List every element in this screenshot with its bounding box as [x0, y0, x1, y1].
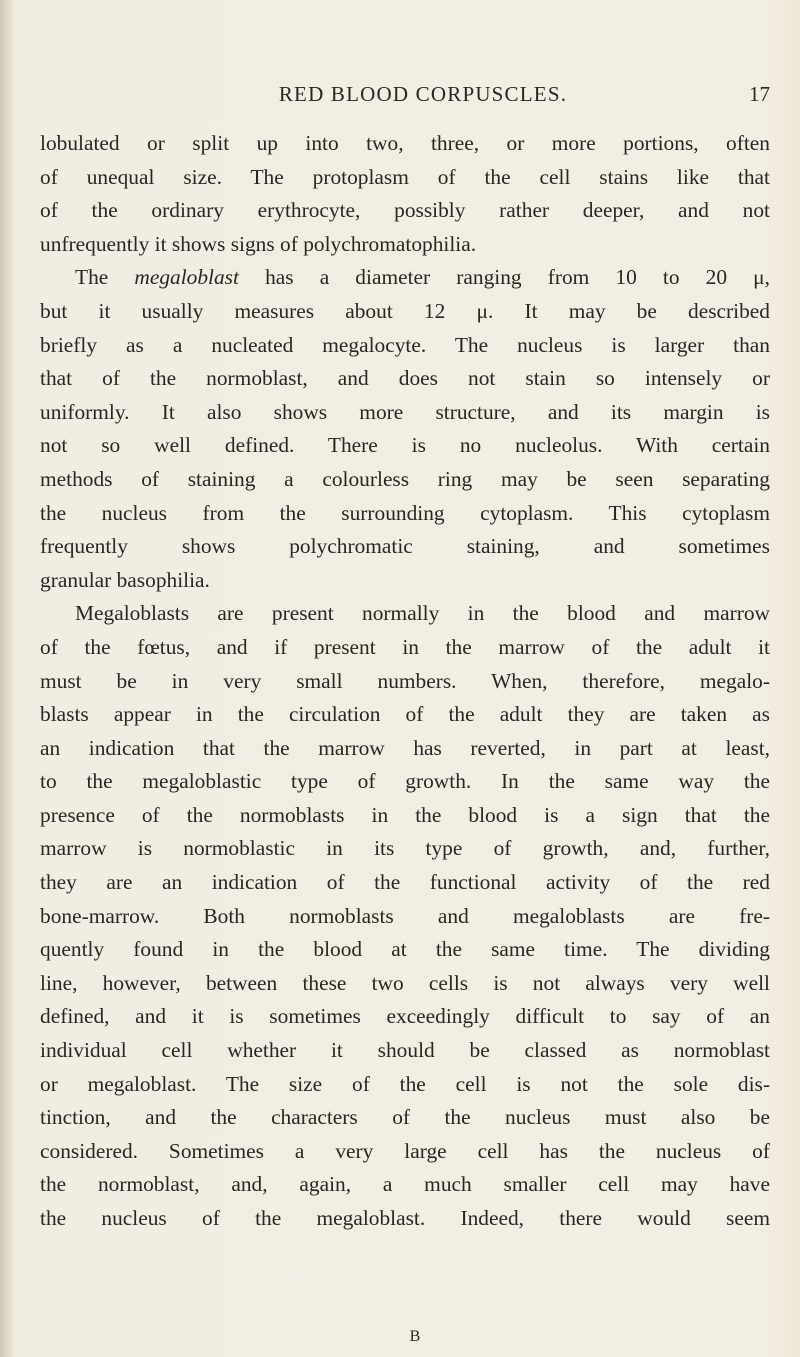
text-line: of the fœtus, and if present in the marrow of the adult it [40, 634, 770, 659]
spine-shadow [0, 0, 14, 1357]
text-line: briefly as a nucleated megalocyte. The nucleus is larger than [40, 332, 770, 357]
text-line: granular basophilia. [40, 567, 210, 592]
text-line: presence of the normoblasts in the blood is a sign that the [40, 802, 770, 827]
text-line: of the ordinary erythrocyte, possibly rather deeper, and not [40, 198, 770, 223]
text-line: must be in very small numbers. When, therefore, megalo- [40, 668, 770, 693]
text-line: quently found in the blood at the same time. The dividing [40, 937, 770, 962]
text-line: bone-marrow. Both normoblasts and megaloblasts are fre- [40, 903, 770, 928]
italic-term: megaloblast [134, 265, 239, 290]
text-line: to the megaloblastic type of growth. In the same way the [40, 769, 770, 794]
running-head: RED BLOOD CORPUSCLES. [278, 82, 568, 106]
text-line: marrow is normoblastic in its type of growth, and, further, [40, 836, 770, 861]
text-line: frequently shows polychromatic staining, and sometimes [40, 534, 770, 559]
text-line: blasts appear in the circulation of the adult they are taken as [40, 702, 770, 727]
text-line: an indication that the marrow has reverted, in part at least, [40, 735, 770, 760]
text-line: lobulated or split up into two, three, or more portions, often [40, 131, 770, 155]
line-text: has a diameter ranging from 10 to 20 μ, [238, 265, 770, 290]
text-line: individual cell whether it should be classed as normoblast [40, 1038, 770, 1063]
line-text: The [75, 265, 135, 290]
text-line: unfrequently it shows signs of polychromatophilia. [40, 231, 477, 256]
page-number: 17 [749, 82, 770, 106]
text-line [40, 261, 770, 295]
page-header [40, 82, 770, 112]
text-line: the normoblast, and, again, a much smaller cell may have [40, 1172, 770, 1197]
text-line: not so well defined. There is no nucleolus. With certain [40, 433, 770, 458]
text-line: defined, and it is sometimes exceedingly difficult to say of an [40, 1004, 770, 1029]
text-line: tinction, and the characters of the nucleus must also be [40, 1105, 770, 1130]
text-line: they are an indication of the functional activity of the red [40, 870, 770, 895]
text-line: or megaloblast. The size of the cell is not the sole dis- [40, 1071, 770, 1096]
text-line: methods of staining a colourless ring may be seen separating [40, 466, 770, 491]
text-line: Megaloblasts are present normally in the blood and marrow [75, 601, 770, 626]
text-line: the nucleus from the surrounding cytoplasm. This cytoplasm [40, 500, 770, 525]
text-line: uniformly. It also shows more structure, and its margin is [40, 399, 770, 424]
text-line: but it usually measures about 12 μ. It may be described [40, 298, 770, 323]
signature-mark: B [409, 1328, 421, 1345]
text-line: line, however, between these two cells is not always very well [40, 970, 770, 995]
text-line: considered. Sometimes a very large cell has the nucleus of [40, 1138, 770, 1163]
text-line: the nucleus of the megaloblast. Indeed, there would seem [40, 1206, 770, 1230]
text-line: of unequal size. The protoplasm of the cell stains like that [40, 164, 770, 189]
text-line: that of the normoblast, and does not stain so intensely or [40, 366, 770, 391]
body-text [40, 127, 770, 1236]
